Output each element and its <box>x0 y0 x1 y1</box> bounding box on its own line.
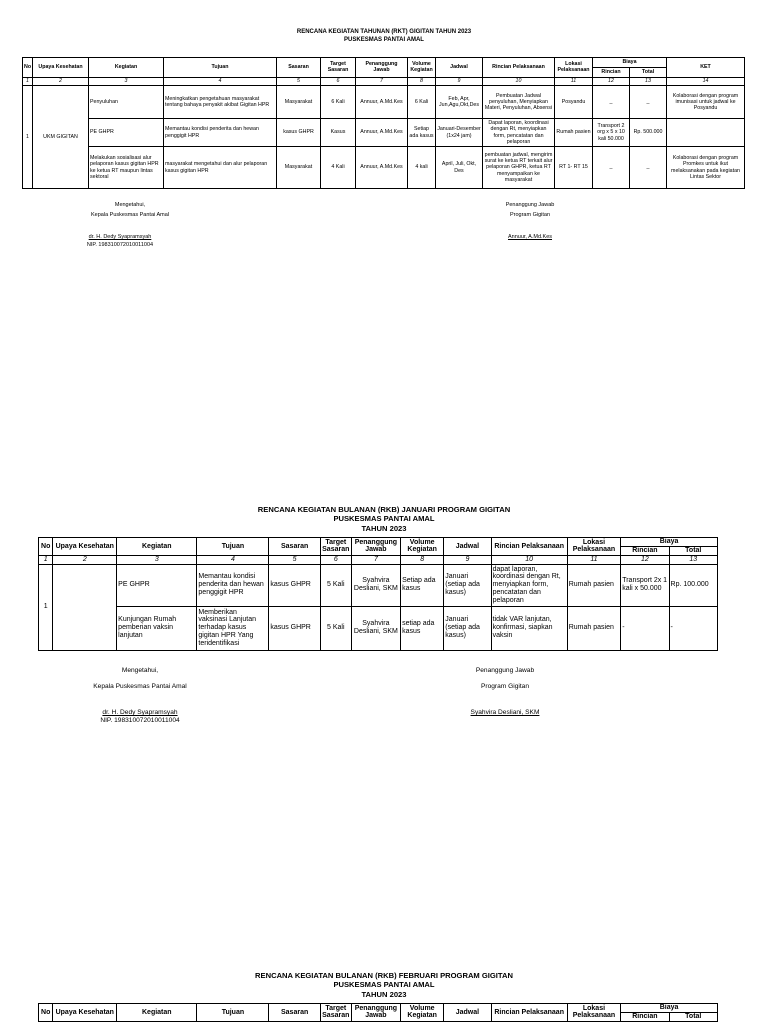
cell-lokasi: Rumah pasien <box>555 119 593 147</box>
sign-left-nip: NIP. 198310072010011004 <box>86 242 154 248</box>
th-kegiatan: Kegiatan <box>89 58 164 78</box>
th-biaya: Biaya <box>593 58 667 68</box>
cell-target: 5 Kali <box>320 564 351 606</box>
col-number: 7 <box>356 78 408 86</box>
col-number: 13 <box>669 555 717 564</box>
row-no: 1 <box>23 86 33 189</box>
col-number: 4 <box>197 555 269 564</box>
cell-kegiatan: Penyuluhan <box>89 86 164 119</box>
col-number: 14 <box>667 78 745 86</box>
th-target: Target Sasaran <box>321 58 356 78</box>
sign-right-line2: Program Gigitan <box>480 683 529 690</box>
rkt-table <box>22 57 745 189</box>
th-total: Total <box>669 1013 717 1022</box>
th-sasaran: Sasaran <box>269 538 320 556</box>
cell-volume: 4 kali <box>408 147 436 189</box>
sign-right-name: Syahvira Desliani, SKM <box>470 709 540 716</box>
col-number: 4 <box>164 78 277 86</box>
rkb-februari-table <box>38 1003 718 1022</box>
sign-left-nip: NIP. 198310072010011004 <box>100 717 180 724</box>
th-rincian: Rincian <box>621 547 669 556</box>
rkb-title-line2: PUSKESMAS PANTAI AMAL <box>333 514 435 524</box>
col-number: 3 <box>117 555 197 564</box>
cell-rincian: Transport 2 org x 5 x 10 kali 50.000 <box>593 119 630 147</box>
table-row <box>23 119 745 147</box>
th-kegiatan: Kegiatan <box>117 1004 197 1022</box>
th-tujuan: Tujuan <box>197 1004 269 1022</box>
cell-tujuan: Memberikan vaksinasi Lanjutan terhadap kasus gigitan HPR Yang teridentifikasi <box>197 606 269 650</box>
th-upaya: Upaya Kesehatan <box>53 538 117 556</box>
row-upaya <box>53 564 117 650</box>
col-number: 5 <box>269 555 320 564</box>
th-rincian: Rincian <box>593 68 630 78</box>
cell-lokasi: RT 1- RT 15 <box>555 147 593 189</box>
cell-sasaran: Masyarakat <box>277 147 321 189</box>
table-row <box>39 606 718 650</box>
cell-pj: Syahvira Desliani, SKM <box>351 564 400 606</box>
column-number-row <box>23 78 745 86</box>
th-biaya: Biaya <box>621 538 718 547</box>
rkb-title-line3: TAHUN 2023 <box>361 523 407 533</box>
sign-right-line2: Program Gigitan <box>509 212 551 218</box>
cell-rincian-pelaksanaan: Pembuatan Jadwal penyuluhan, Menyiapkan Materi, Penyuluhan, Absensi <box>483 86 555 119</box>
row-upaya: UKM GIGITAN <box>33 86 89 189</box>
rkt-title-line1: RENCANA KEGIATAN TAHUNAN (RKT) GIGITAN TAHUN 2023 <box>296 29 472 35</box>
th-volume: Volume Kegiatan <box>408 58 436 78</box>
th-rincian: Rincian <box>621 1013 669 1022</box>
col-number: 7 <box>351 555 400 564</box>
cell-sasaran: kasus GHPR <box>277 119 321 147</box>
cell-volume: setiap ada kasus <box>401 606 444 650</box>
table-row <box>39 564 718 606</box>
col-number: 2 <box>53 555 117 564</box>
th-ket: KET <box>667 58 745 78</box>
th-jadwal: Jadwal <box>436 58 483 78</box>
col-number: 1 <box>39 555 53 564</box>
th-tujuan: Tujuan <box>164 58 277 78</box>
cell-sasaran: kasus GHPR <box>269 606 320 650</box>
signature-right-name <box>470 233 590 241</box>
cell-jadwal: Januari (setiap ada kasus) <box>444 606 491 650</box>
col-number: 10 <box>491 555 567 564</box>
th-target: Target Sasaran <box>322 1004 350 1020</box>
table-row <box>23 147 745 189</box>
col-number: 8 <box>408 78 436 86</box>
cell-ket: Kolaborasi dengan program imunisasi untuk jadwal ke Posyandu <box>667 86 745 119</box>
signature-left-name <box>70 233 170 249</box>
col-number: 11 <box>567 555 620 564</box>
cell-kegiatan: Melakukan sosialisasi alur pelaporan kasus gigitan HPR ke ketua RT maupun lintas sektoral <box>89 147 164 189</box>
cell-rincian: - <box>621 606 669 650</box>
th-tujuan: Tujuan <box>197 538 269 556</box>
sign-left-line1: Mengetahui, <box>114 202 146 208</box>
signature-right-2 <box>445 663 565 695</box>
cell-lokasi: Rumah pasien <box>567 564 620 606</box>
th-lokasi: Lokasi Pelaksanaan <box>555 58 593 78</box>
th-rincian-pelaksanaan: Rincian Pelaksanaan <box>491 1004 567 1022</box>
cell-kegiatan: PE GHPR <box>117 564 197 606</box>
th-no: No <box>23 58 33 78</box>
cell-jadwal: Feb, Apr, Jun,Agu,Okt,Des <box>436 86 483 119</box>
th-total: Total <box>669 547 717 556</box>
cell-target: 4 Kali <box>321 147 356 189</box>
cell-volume: Setiap ada kasus <box>408 119 436 147</box>
th-no: No <box>39 538 53 556</box>
cell-total: - <box>669 606 717 650</box>
cell-jadwal: April, Juli, Okt, Des <box>436 147 483 189</box>
sign-left-line2: Kepala Puskesmas Pantai Amal <box>93 683 187 690</box>
sign-left-line2: Kepala Puskesmas Pantai Amal <box>91 212 169 218</box>
col-number: 13 <box>630 78 667 86</box>
cell-lokasi: Posyandu <box>555 86 593 119</box>
th-sasaran: Sasaran <box>269 1004 320 1022</box>
cell-total: _ <box>630 86 667 119</box>
cell-tujuan: Memantau kondisi penderita dan hewan penggigit HPR <box>197 564 269 606</box>
cell-target: Kasus <box>321 119 356 147</box>
col-number: 6 <box>320 555 351 564</box>
sign-left-name: dr. H. Dedy Syapramsyah <box>102 709 178 716</box>
th-pj: Penanggung Jawab <box>356 58 408 78</box>
cell-sasaran: Masyarakat <box>277 86 321 119</box>
signature-right <box>470 200 590 220</box>
cell-rincian-pelaksanaan: dapat laporan, koordinasi dengan Rt, menyiapkan form, pencatatan dan pelaporan <box>491 564 567 606</box>
th-no: No <box>39 1004 53 1022</box>
col-number: 2 <box>33 78 89 86</box>
cell-pj: Annuur, A.Md.Kes <box>356 86 408 119</box>
cell-rincian-pelaksanaan: pembuatan jadwal, mengirim surat ke ketua RT terkait alur pelaporan GHPR, ketua RT menyampaikan ke masyarakat <box>483 147 555 189</box>
cell-pj: Annuur, A.Md.Kes <box>356 147 408 189</box>
column-number-row <box>39 555 718 564</box>
rkb-title-line1: RENCANA KEGIATAN BULANAN (RKB) FEBRUARI PROGRAM GIGITAN <box>255 971 513 980</box>
row-no: 1 <box>39 564 53 650</box>
cell-tujuan: masyarakat mengetahui dan alur pelaporan kasus gigitan HPR <box>164 147 277 189</box>
th-kegiatan: Kegiatan <box>117 538 197 556</box>
rkt-title <box>0 29 768 44</box>
sign-left-name: dr. H. Dedy Syapramsyah <box>88 234 152 240</box>
cell-jadwal: Januari (setiap ada kasus) <box>444 564 491 606</box>
th-volume: Volume Kegiatan <box>401 538 444 556</box>
cell-ket <box>667 119 745 147</box>
col-number: 9 <box>436 78 483 86</box>
th-pj: Penanggung Jawab <box>351 1004 400 1022</box>
cell-tujuan: Memantau kondisi penderita dan hewan penggigit HPR <box>164 119 277 147</box>
rkb-januari-table <box>38 537 718 651</box>
th-lokasi: Lokasi Pelaksanaan <box>567 1004 620 1022</box>
col-number: 9 <box>444 555 491 564</box>
th-volume: Volume Kegiatan <box>401 1004 444 1022</box>
col-number: 3 <box>89 78 164 86</box>
cell-rincian-pelaksanaan: Dapat laporan, koordinasi dengan Rt, menyiapkan form, pencatatan dan pelaporan <box>483 119 555 147</box>
th-rincian-pelaksanaan: Rincian Pelaksanaan <box>483 58 555 78</box>
signature-left-2 <box>60 663 220 695</box>
cell-kegiatan: PE GHPR <box>89 119 164 147</box>
cell-volume: 6 Kali <box>408 86 436 119</box>
th-lokasi: Lokasi Pelaksanaan <box>567 538 620 556</box>
col-number: 5 <box>277 78 321 86</box>
cell-target: 5 Kali <box>320 606 351 650</box>
rkb-februari-title <box>0 971 768 999</box>
rkb-title-line1: RENCANA KEGIATAN BULANAN (RKB) JANUARI PROGRAM GIGITAN <box>257 505 511 514</box>
signature-left <box>70 200 190 220</box>
cell-total: Rp. 100.000 <box>669 564 717 606</box>
cell-rincian: _ <box>593 86 630 119</box>
th-pj: Penanggung Jawab <box>351 538 400 556</box>
th-jadwal: Jadwal <box>444 1004 491 1022</box>
th-upaya: Upaya Kesehatan <box>53 1004 117 1022</box>
col-number: 12 <box>621 555 669 564</box>
sign-right-name: Annuur, A.Md.Kes <box>507 234 553 240</box>
sign-left-line1: Mengetahui, <box>121 667 159 674</box>
sign-right-line1: Penanggung Jawab <box>475 667 535 674</box>
cell-rincian: Transport 2x 1 kali x 50.000 <box>621 564 669 606</box>
rkb-title-line3: TAHUN 2023 <box>361 989 407 999</box>
cell-ket: Kolaborasi dengan program Promkes untuk ikut melaksanakan pada kegiatan Lintas Sektor <box>667 147 745 189</box>
cell-volume: Setiap ada kasus <box>401 564 444 606</box>
cell-tujuan: Meningkatkan pengetahuan masyarakat tentang bahaya penyakit akibat Gigitan HPR <box>164 86 277 119</box>
signature-left-2-name <box>75 709 205 725</box>
col-number: 12 <box>593 78 630 86</box>
cell-rincian-pelaksanaan: tidak VAR lanjutan, konfirmasi, siapkan vaksin <box>491 606 567 650</box>
col-number: 6 <box>321 78 356 86</box>
cell-jadwal: Januari-Desember (1x24 jam) <box>436 119 483 147</box>
cell-pj: Syahvira Desliani, SKM <box>351 606 400 650</box>
th-target: Target Sasaran <box>322 538 350 554</box>
cell-total: _ <box>630 147 667 189</box>
cell-rincian: _ <box>593 147 630 189</box>
rkb-title-line2: PUSKESMAS PANTAI AMAL <box>333 980 435 990</box>
th-sasaran: Sasaran <box>277 58 321 78</box>
rkt-title-line2: PUSKESMAS PANTAI AMAL <box>344 36 424 43</box>
table-row <box>23 86 745 119</box>
cell-lokasi: Rumah pasien <box>567 606 620 650</box>
th-total: Total <box>630 68 667 78</box>
th-upaya: Upaya Kesehatan <box>33 58 89 78</box>
col-number: 11 <box>555 78 593 86</box>
sign-right-line1: Penanggung Jawab <box>505 202 555 208</box>
cell-total: Rp. 500.000 <box>630 119 667 147</box>
th-biaya: Biaya <box>621 1004 718 1013</box>
th-jadwal: Jadwal <box>444 538 491 556</box>
cell-target: 6 Kali <box>321 86 356 119</box>
cell-sasaran: kasus GHPR <box>269 564 320 606</box>
th-rincian-pelaksanaan: Rincian Pelaksanaan <box>491 538 567 556</box>
signature-right-2-name <box>445 709 565 717</box>
cell-kegiatan: Kunjungan Rumah pemberian vaksin lanjutan <box>117 606 197 650</box>
cell-pj: Annuur, A.Md.Kes <box>356 119 408 147</box>
col-number: 10 <box>483 78 555 86</box>
rkb-januari-title <box>0 505 768 533</box>
col-number: 1 <box>23 78 33 86</box>
col-number: 8 <box>401 555 444 564</box>
